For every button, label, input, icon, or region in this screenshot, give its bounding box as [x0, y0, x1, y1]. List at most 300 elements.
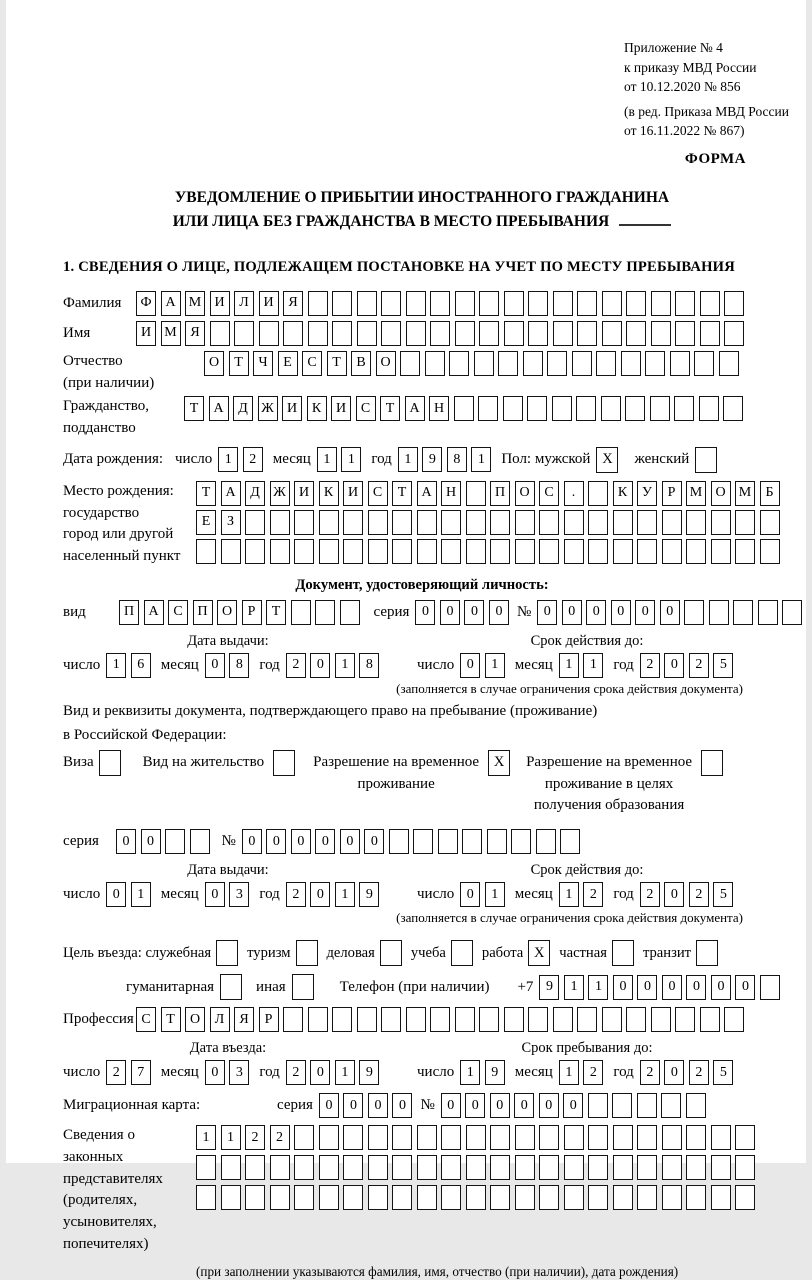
citizenship-char-box[interactable] — [723, 396, 743, 421]
patronymic-char-box[interactable] — [596, 351, 616, 376]
representatives-char-box[interactable] — [368, 1155, 388, 1180]
representatives-char-box[interactable]: 1 — [196, 1125, 216, 1150]
patronymic-char-box[interactable]: О — [376, 351, 396, 376]
name-char-box[interactable] — [234, 321, 254, 346]
doc-issue-year-box[interactable]: 1 — [335, 653, 355, 678]
representatives-char-box[interactable] — [613, 1125, 633, 1150]
name-char-box[interactable] — [332, 321, 352, 346]
residence-series-box[interactable]: 0 — [116, 829, 136, 854]
profession-char-box[interactable]: Л — [210, 1007, 230, 1032]
residence-valid-day-box[interactable]: 0 — [460, 882, 480, 907]
patronymic-char-box[interactable] — [719, 351, 739, 376]
residence-series-box[interactable] — [165, 829, 185, 854]
surname-char-box[interactable] — [308, 291, 328, 316]
birthplace-char-box[interactable] — [196, 539, 216, 564]
doc-number-box[interactable] — [733, 600, 753, 625]
residence-issue-year-box[interactable]: 9 — [359, 882, 379, 907]
birthplace-char-box[interactable]: П — [490, 481, 510, 506]
residence-series-box[interactable]: 0 — [141, 829, 161, 854]
representatives-char-box[interactable] — [196, 1155, 216, 1180]
doc-valid-day-box[interactable]: 0 — [460, 653, 480, 678]
birthplace-char-box[interactable]: С — [539, 481, 559, 506]
representatives-char-box[interactable] — [441, 1185, 461, 1210]
profession-char-box[interactable] — [528, 1007, 548, 1032]
phone-digit-box[interactable]: 1 — [564, 975, 584, 1000]
profession-char-box[interactable]: С — [136, 1007, 156, 1032]
doc-valid-year-box[interactable]: 5 — [713, 653, 733, 678]
representatives-char-box[interactable] — [637, 1185, 657, 1210]
stay-day-box[interactable]: 1 — [460, 1060, 480, 1085]
doc-number-box[interactable] — [709, 600, 729, 625]
birth-day-box[interactable]: 1 — [218, 447, 238, 472]
entry-day-box[interactable]: 2 — [106, 1060, 126, 1085]
representatives-char-box[interactable] — [343, 1125, 363, 1150]
residence-valid-day-box[interactable]: 1 — [485, 882, 505, 907]
migration-series-box[interactable]: 0 — [343, 1093, 363, 1118]
checkbox-temporary-residence-education[interactable] — [701, 750, 723, 776]
birthplace-char-box[interactable]: Н — [441, 481, 461, 506]
birthplace-char-box[interactable]: Т — [196, 481, 216, 506]
doc-number-box[interactable]: 0 — [586, 600, 606, 625]
patronymic-char-box[interactable] — [547, 351, 567, 376]
representatives-char-box[interactable] — [588, 1125, 608, 1150]
entry-day-box[interactable]: 7 — [131, 1060, 151, 1085]
birthplace-char-box[interactable] — [294, 510, 314, 535]
patronymic-char-box[interactable] — [400, 351, 420, 376]
representatives-char-box[interactable] — [221, 1185, 241, 1210]
name-char-box[interactable] — [724, 321, 744, 346]
doc-type-char-box[interactable]: О — [217, 600, 237, 625]
patronymic-char-box[interactable]: О — [204, 351, 224, 376]
residence-valid-year-box[interactable]: 5 — [713, 882, 733, 907]
birthplace-char-box[interactable] — [588, 481, 608, 506]
residence-number-box[interactable] — [438, 829, 458, 854]
representatives-char-box[interactable] — [662, 1185, 682, 1210]
birthplace-char-box[interactable] — [760, 510, 780, 535]
representatives-char-box[interactable] — [490, 1155, 510, 1180]
representatives-char-box[interactable] — [490, 1125, 510, 1150]
representatives-char-box[interactable]: 2 — [270, 1125, 290, 1150]
name-char-box[interactable] — [308, 321, 328, 346]
name-char-box[interactable] — [406, 321, 426, 346]
stay-year-box[interactable]: 2 — [689, 1060, 709, 1085]
patronymic-char-box[interactable]: С — [302, 351, 322, 376]
doc-valid-month-box[interactable]: 1 — [583, 653, 603, 678]
patronymic-char-box[interactable] — [621, 351, 641, 376]
birthplace-char-box[interactable] — [270, 539, 290, 564]
representatives-char-box[interactable] — [564, 1155, 584, 1180]
surname-char-box[interactable] — [479, 291, 499, 316]
representatives-char-box[interactable] — [539, 1185, 559, 1210]
name-char-box[interactable] — [675, 321, 695, 346]
doc-issue-month-box[interactable]: 0 — [205, 653, 225, 678]
residence-valid-year-box[interactable]: 2 — [640, 882, 660, 907]
representatives-char-box[interactable] — [564, 1185, 584, 1210]
stay-month-box[interactable]: 2 — [583, 1060, 603, 1085]
entry-year-box[interactable]: 0 — [310, 1060, 330, 1085]
migration-series-box[interactable]: 0 — [392, 1093, 412, 1118]
doc-type-char-box[interactable] — [291, 600, 311, 625]
checkbox-sex-male[interactable]: X — [596, 447, 618, 473]
residence-number-box[interactable] — [511, 829, 531, 854]
profession-char-box[interactable] — [651, 1007, 671, 1032]
name-char-box[interactable] — [455, 321, 475, 346]
profession-char-box[interactable] — [308, 1007, 328, 1032]
patronymic-char-box[interactable] — [694, 351, 714, 376]
residence-series-box[interactable] — [190, 829, 210, 854]
surname-char-box[interactable]: И — [259, 291, 279, 316]
residence-number-box[interactable]: 0 — [291, 829, 311, 854]
birthplace-char-box[interactable] — [662, 539, 682, 564]
representatives-char-box[interactable] — [221, 1155, 241, 1180]
citizenship-char-box[interactable] — [503, 396, 523, 421]
doc-number-box[interactable] — [684, 600, 704, 625]
birthplace-char-box[interactable] — [343, 539, 363, 564]
representatives-char-box[interactable] — [613, 1185, 633, 1210]
checkbox-purpose-work[interactable]: X — [528, 940, 550, 966]
doc-issue-year-box[interactable]: 2 — [286, 653, 306, 678]
citizenship-char-box[interactable]: Д — [233, 396, 253, 421]
birthplace-char-box[interactable]: Ж — [270, 481, 290, 506]
residence-number-box[interactable]: 0 — [242, 829, 262, 854]
representatives-char-box[interactable] — [588, 1155, 608, 1180]
representatives-char-box[interactable] — [735, 1155, 755, 1180]
residence-valid-month-box[interactable]: 1 — [559, 882, 579, 907]
profession-char-box[interactable]: Р — [259, 1007, 279, 1032]
birthplace-char-box[interactable]: О — [711, 481, 731, 506]
phone-digit-box[interactable]: 0 — [662, 975, 682, 1000]
representatives-char-box[interactable] — [539, 1125, 559, 1150]
representatives-char-box[interactable] — [441, 1125, 461, 1150]
doc-number-box[interactable] — [758, 600, 778, 625]
stay-month-box[interactable]: 1 — [559, 1060, 579, 1085]
birthplace-char-box[interactable] — [441, 539, 461, 564]
doc-type-char-box[interactable] — [340, 600, 360, 625]
profession-char-box[interactable]: Я — [234, 1007, 254, 1032]
birthplace-char-box[interactable]: М — [735, 481, 755, 506]
name-char-box[interactable] — [528, 321, 548, 346]
surname-char-box[interactable] — [455, 291, 475, 316]
birthplace-char-box[interactable] — [245, 539, 265, 564]
representatives-char-box[interactable] — [294, 1185, 314, 1210]
birthplace-char-box[interactable]: И — [294, 481, 314, 506]
residence-valid-year-box[interactable]: 2 — [689, 882, 709, 907]
birthplace-char-box[interactable]: М — [686, 481, 706, 506]
representatives-char-box[interactable] — [392, 1185, 412, 1210]
birthplace-char-box[interactable] — [588, 510, 608, 535]
profession-char-box[interactable] — [626, 1007, 646, 1032]
name-char-box[interactable]: Я — [185, 321, 205, 346]
patronymic-char-box[interactable] — [572, 351, 592, 376]
profession-char-box[interactable]: Т — [161, 1007, 181, 1032]
stay-year-box[interactable]: 2 — [640, 1060, 660, 1085]
surname-char-box[interactable] — [577, 291, 597, 316]
representatives-char-box[interactable] — [686, 1185, 706, 1210]
doc-number-box[interactable]: 0 — [660, 600, 680, 625]
phone-digit-box[interactable] — [760, 975, 780, 1000]
checkbox-residence-permit[interactable] — [273, 750, 295, 776]
doc-number-box[interactable]: 0 — [635, 600, 655, 625]
name-char-box[interactable]: И — [136, 321, 156, 346]
citizenship-char-box[interactable]: Т — [380, 396, 400, 421]
phone-digit-box[interactable]: 0 — [686, 975, 706, 1000]
birthplace-char-box[interactable] — [294, 539, 314, 564]
birth-year-box[interactable]: 9 — [422, 447, 442, 472]
citizenship-char-box[interactable]: А — [209, 396, 229, 421]
migration-series-box[interactable]: 0 — [368, 1093, 388, 1118]
residence-number-box[interactable] — [413, 829, 433, 854]
birthplace-char-box[interactable] — [564, 539, 584, 564]
representatives-char-box[interactable] — [319, 1155, 339, 1180]
profession-char-box[interactable] — [283, 1007, 303, 1032]
residence-valid-month-box[interactable]: 2 — [583, 882, 603, 907]
residence-issue-day-box[interactable]: 1 — [131, 882, 151, 907]
surname-char-box[interactable]: М — [185, 291, 205, 316]
profession-char-box[interactable] — [332, 1007, 352, 1032]
name-char-box[interactable] — [479, 321, 499, 346]
entry-month-box[interactable]: 0 — [205, 1060, 225, 1085]
name-char-box[interactable] — [700, 321, 720, 346]
doc-type-char-box[interactable]: П — [119, 600, 139, 625]
profession-char-box[interactable] — [357, 1007, 377, 1032]
birthplace-char-box[interactable]: Т — [392, 481, 412, 506]
profession-char-box[interactable] — [430, 1007, 450, 1032]
patronymic-char-box[interactable]: В — [351, 351, 371, 376]
profession-char-box[interactable] — [553, 1007, 573, 1032]
birthplace-char-box[interactable] — [662, 510, 682, 535]
doc-number-box[interactable]: 0 — [562, 600, 582, 625]
representatives-char-box[interactable] — [245, 1155, 265, 1180]
birthplace-char-box[interactable]: О — [515, 481, 535, 506]
phone-digit-box[interactable]: 0 — [613, 975, 633, 1000]
doc-issue-day-box[interactable]: 1 — [106, 653, 126, 678]
migration-number-box[interactable] — [637, 1093, 657, 1118]
migration-number-box[interactable] — [661, 1093, 681, 1118]
checkbox-purpose-study[interactable] — [451, 940, 473, 966]
representatives-char-box[interactable] — [270, 1155, 290, 1180]
representatives-char-box[interactable] — [319, 1125, 339, 1150]
doc-type-char-box[interactable]: А — [144, 600, 164, 625]
checkbox-visa[interactable] — [99, 750, 121, 776]
doc-valid-year-box[interactable]: 2 — [689, 653, 709, 678]
phone-digit-box[interactable]: 0 — [735, 975, 755, 1000]
birthplace-char-box[interactable] — [539, 539, 559, 564]
residence-number-box[interactable] — [487, 829, 507, 854]
birthplace-char-box[interactable]: Д — [245, 481, 265, 506]
representatives-char-box[interactable] — [637, 1125, 657, 1150]
birthplace-char-box[interactable] — [637, 510, 657, 535]
surname-char-box[interactable] — [602, 291, 622, 316]
birthplace-char-box[interactable] — [319, 539, 339, 564]
doc-type-char-box[interactable]: Р — [242, 600, 262, 625]
representatives-char-box[interactable] — [441, 1155, 461, 1180]
representatives-char-box[interactable] — [662, 1125, 682, 1150]
birthplace-char-box[interactable] — [466, 510, 486, 535]
entry-year-box[interactable]: 1 — [335, 1060, 355, 1085]
migration-number-box[interactable] — [686, 1093, 706, 1118]
patronymic-char-box[interactable] — [670, 351, 690, 376]
representatives-char-box[interactable] — [343, 1155, 363, 1180]
name-char-box[interactable] — [602, 321, 622, 346]
name-char-box[interactable] — [430, 321, 450, 346]
birthplace-char-box[interactable] — [417, 539, 437, 564]
checkbox-purpose-other[interactable] — [292, 974, 314, 1000]
entry-year-box[interactable]: 2 — [286, 1060, 306, 1085]
checkbox-sex-female[interactable] — [695, 447, 717, 473]
representatives-char-box[interactable] — [417, 1125, 437, 1150]
birthplace-char-box[interactable] — [588, 539, 608, 564]
birthplace-char-box[interactable]: Р — [662, 481, 682, 506]
birthplace-char-box[interactable]: . — [564, 481, 584, 506]
representatives-char-box[interactable] — [392, 1155, 412, 1180]
birthplace-char-box[interactable]: Б — [760, 481, 780, 506]
surname-char-box[interactable] — [406, 291, 426, 316]
surname-char-box[interactable] — [332, 291, 352, 316]
name-char-box[interactable] — [210, 321, 230, 346]
birthplace-char-box[interactable] — [392, 510, 412, 535]
migration-number-box[interactable]: 0 — [490, 1093, 510, 1118]
citizenship-char-box[interactable]: И — [282, 396, 302, 421]
representatives-char-box[interactable] — [294, 1125, 314, 1150]
name-char-box[interactable] — [357, 321, 377, 346]
residence-issue-year-box[interactable]: 1 — [335, 882, 355, 907]
residence-number-box[interactable] — [560, 829, 580, 854]
stay-year-box[interactable]: 5 — [713, 1060, 733, 1085]
surname-char-box[interactable]: А — [161, 291, 181, 316]
profession-char-box[interactable] — [479, 1007, 499, 1032]
representatives-char-box[interactable] — [417, 1185, 437, 1210]
profession-char-box[interactable] — [406, 1007, 426, 1032]
birthplace-char-box[interactable] — [637, 539, 657, 564]
citizenship-char-box[interactable] — [576, 396, 596, 421]
representatives-char-box[interactable] — [466, 1155, 486, 1180]
representatives-char-box[interactable] — [515, 1185, 535, 1210]
representatives-char-box[interactable] — [343, 1185, 363, 1210]
doc-series-box[interactable]: 0 — [464, 600, 484, 625]
checkbox-purpose-tourism[interactable] — [296, 940, 318, 966]
residence-number-box[interactable] — [462, 829, 482, 854]
representatives-char-box[interactable] — [735, 1125, 755, 1150]
representatives-char-box[interactable] — [245, 1185, 265, 1210]
patronymic-char-box[interactable]: Ч — [253, 351, 273, 376]
profession-char-box[interactable]: О — [185, 1007, 205, 1032]
name-char-box[interactable]: М — [161, 321, 181, 346]
surname-char-box[interactable] — [626, 291, 646, 316]
migration-series-box[interactable]: 0 — [319, 1093, 339, 1118]
surname-char-box[interactable] — [381, 291, 401, 316]
birth-day-box[interactable]: 2 — [243, 447, 263, 472]
surname-char-box[interactable] — [357, 291, 377, 316]
residence-number-box[interactable]: 0 — [340, 829, 360, 854]
birthplace-char-box[interactable] — [245, 510, 265, 535]
representatives-char-box[interactable] — [417, 1155, 437, 1180]
name-char-box[interactable] — [504, 321, 524, 346]
birthplace-char-box[interactable] — [515, 510, 535, 535]
patronymic-char-box[interactable] — [645, 351, 665, 376]
citizenship-char-box[interactable] — [478, 396, 498, 421]
representatives-char-box[interactable] — [539, 1155, 559, 1180]
representatives-char-box[interactable] — [613, 1155, 633, 1180]
phone-digit-box[interactable]: 0 — [637, 975, 657, 1000]
doc-issue-day-box[interactable]: 6 — [131, 653, 151, 678]
citizenship-char-box[interactable] — [625, 396, 645, 421]
doc-valid-year-box[interactable]: 2 — [640, 653, 660, 678]
doc-series-box[interactable]: 0 — [489, 600, 509, 625]
birthplace-char-box[interactable] — [686, 510, 706, 535]
birthplace-char-box[interactable] — [466, 539, 486, 564]
representatives-char-box[interactable] — [588, 1185, 608, 1210]
citizenship-char-box[interactable] — [601, 396, 621, 421]
migration-number-box[interactable]: 0 — [465, 1093, 485, 1118]
birthplace-char-box[interactable] — [539, 510, 559, 535]
birthplace-char-box[interactable] — [515, 539, 535, 564]
name-char-box[interactable] — [553, 321, 573, 346]
doc-series-box[interactable]: 0 — [440, 600, 460, 625]
birthplace-char-box[interactable] — [368, 510, 388, 535]
representatives-char-box[interactable] — [637, 1155, 657, 1180]
surname-char-box[interactable] — [724, 291, 744, 316]
doc-valid-month-box[interactable]: 1 — [559, 653, 579, 678]
representatives-char-box[interactable] — [711, 1125, 731, 1150]
surname-char-box[interactable] — [504, 291, 524, 316]
name-char-box[interactable] — [577, 321, 597, 346]
citizenship-char-box[interactable] — [527, 396, 547, 421]
checkbox-purpose-transit[interactable] — [696, 940, 718, 966]
birthplace-char-box[interactable] — [490, 539, 510, 564]
citizenship-char-box[interactable]: Н — [429, 396, 449, 421]
doc-type-char-box[interactable] — [315, 600, 335, 625]
birthplace-char-box[interactable] — [686, 539, 706, 564]
profession-char-box[interactable] — [675, 1007, 695, 1032]
representatives-char-box[interactable] — [368, 1185, 388, 1210]
representatives-char-box[interactable] — [515, 1125, 535, 1150]
citizenship-char-box[interactable] — [699, 396, 719, 421]
profession-char-box[interactable] — [577, 1007, 597, 1032]
surname-char-box[interactable]: Л — [234, 291, 254, 316]
representatives-char-box[interactable] — [392, 1125, 412, 1150]
profession-char-box[interactable] — [381, 1007, 401, 1032]
phone-digit-box[interactable]: 0 — [711, 975, 731, 1000]
residence-number-box[interactable] — [536, 829, 556, 854]
citizenship-char-box[interactable]: А — [405, 396, 425, 421]
representatives-char-box[interactable]: 1 — [221, 1125, 241, 1150]
birth-year-box[interactable]: 8 — [447, 447, 467, 472]
birthplace-char-box[interactable] — [735, 510, 755, 535]
doc-type-char-box[interactable]: С — [168, 600, 188, 625]
migration-number-box[interactable] — [588, 1093, 608, 1118]
checkbox-purpose-private[interactable] — [612, 940, 634, 966]
surname-char-box[interactable] — [700, 291, 720, 316]
phone-digit-box[interactable]: 9 — [539, 975, 559, 1000]
representatives-char-box[interactable] — [735, 1185, 755, 1210]
citizenship-char-box[interactable] — [454, 396, 474, 421]
representatives-char-box[interactable] — [368, 1125, 388, 1150]
citizenship-char-box[interactable]: К — [307, 396, 327, 421]
migration-number-box[interactable]: 0 — [514, 1093, 534, 1118]
representatives-char-box[interactable]: 2 — [245, 1125, 265, 1150]
birthplace-char-box[interactable] — [343, 510, 363, 535]
checkbox-temporary-residence[interactable]: X — [488, 750, 510, 776]
doc-type-char-box[interactable]: П — [193, 600, 213, 625]
residence-number-box[interactable]: 0 — [266, 829, 286, 854]
representatives-char-box[interactable] — [466, 1185, 486, 1210]
representatives-char-box[interactable] — [711, 1155, 731, 1180]
surname-char-box[interactable] — [430, 291, 450, 316]
profession-char-box[interactable] — [504, 1007, 524, 1032]
patronymic-char-box[interactable]: Е — [278, 351, 298, 376]
representatives-char-box[interactable] — [490, 1185, 510, 1210]
stay-year-box[interactable]: 0 — [664, 1060, 684, 1085]
